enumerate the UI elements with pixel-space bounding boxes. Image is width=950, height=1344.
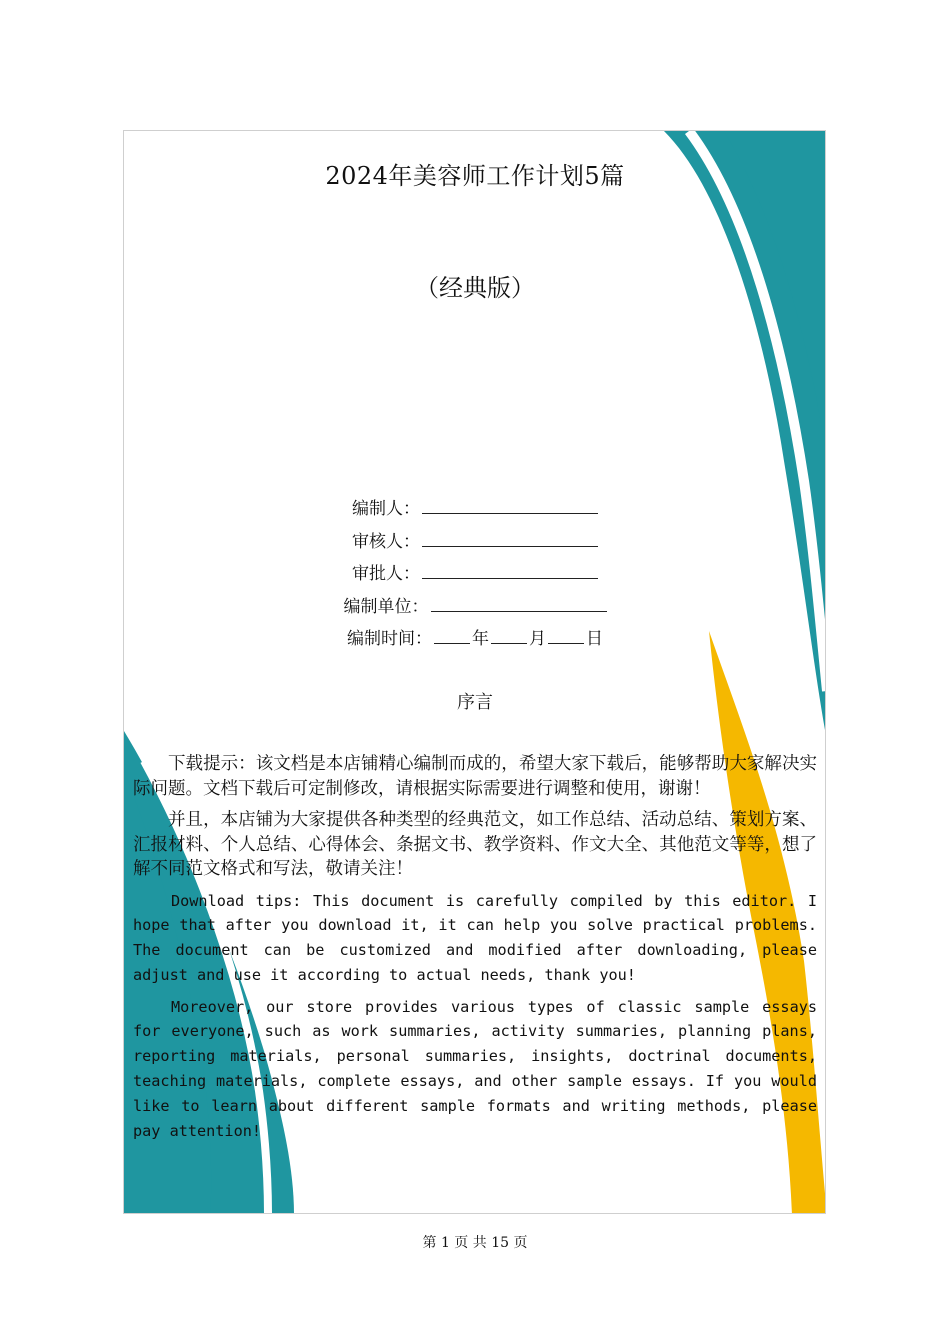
paragraph-en: Download tips: This document is carefully compiled by this editor. I hope that after you download it, it can help you solve practical problems. The document can be customized and modified after downloading, please adjust and use it according to actual needs, thank you! [133,891,817,984]
blank-day [548,629,584,644]
field-compiler [0,494,950,527]
document-subtitle: （经典版） [415,274,535,302]
month-label: 月 [529,629,546,649]
field-reviewer [0,527,950,560]
paragraph-en: Moreover, our store provides various types of classic sample essays for everyone, such as work summaries, activity summaries, planning plans, reporting materials, personal summaries, insights, doctrinal documents, teaching materials, complete essays, and other sample essays. If you would like to learn about different sample formats and writing methods, please pay attention! [133,997,817,1140]
blank-month [491,629,527,644]
blank-line [422,532,598,547]
preface-body [133,752,817,1150]
field-label: 审批人： [352,564,420,584]
paragraph-cn: 下载提示：该文档是本店铺精心编制而成的，希望大家下载后，能够帮助大家解决实际问题。文档下载后可定制修改，请根据实际需要进行调整和使用，谢谢！ [133,754,817,799]
blank-year [434,629,470,644]
field-label: 审核人： [352,531,420,552]
field-unit [0,592,950,625]
day-label: 日 [586,629,603,649]
year-label: 年 [472,629,489,649]
preface-heading: 序言 [457,692,493,713]
field-label: 编制人： [352,499,420,519]
field-date [0,624,950,657]
blank-line [422,499,598,514]
page-number-footer: 第 1 页 共 15 页 [422,1235,528,1251]
paragraph-cn: 并且，本店铺为大家提供各种类型的经典范文，如工作总结、活动总结、策划方案、汇报材料、个人总结、心得体会、条据文书、教学资料、作文大全、其他范文等等，想了解不同范文格式和写法，敬请关注！ [133,810,817,879]
field-approver [0,559,950,592]
blank-line [422,564,598,579]
field-label: 编制单位： [343,596,429,617]
document-title: 2024年美容师工作计划5篇 [325,162,625,190]
signature-fields [0,494,950,657]
blank-line [431,597,607,612]
field-label: 编制时间： [347,629,432,649]
